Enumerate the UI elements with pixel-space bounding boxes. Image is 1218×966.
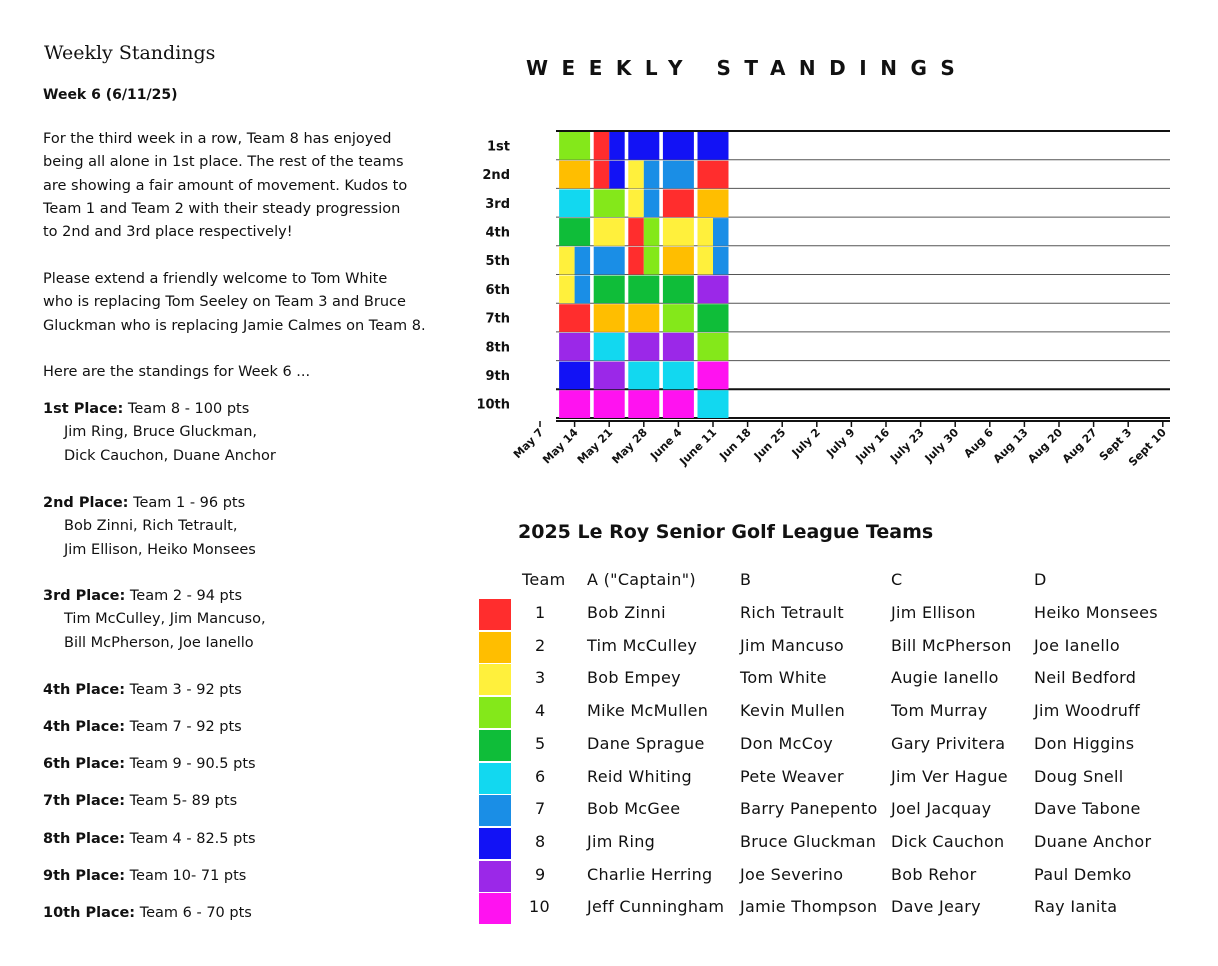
standing-cell bbox=[644, 161, 660, 189]
x-tick-label: May 7 bbox=[510, 425, 547, 462]
team-number: 3 bbox=[535, 668, 546, 688]
standing-cell bbox=[559, 276, 575, 304]
team-members: Dick Cauchon, Duane Anchor bbox=[64, 447, 276, 464]
x-tick-label: May 21 bbox=[574, 425, 616, 467]
player-name: Augie Ianello bbox=[891, 668, 999, 688]
player-name: Neil Bedford bbox=[1034, 668, 1137, 688]
intro-paragraph bbox=[43, 128, 463, 244]
place-label: 8th Place: bbox=[43, 831, 126, 847]
player-name: Tim McCulley bbox=[587, 635, 698, 655]
player-name: Don Higgins bbox=[1034, 733, 1135, 753]
place-result: Team 10- 71 pts bbox=[129, 868, 247, 884]
player-name: Joe Ianello bbox=[1034, 635, 1120, 655]
player-name: Don McCoy bbox=[740, 733, 834, 753]
column-header: B bbox=[740, 570, 752, 589]
standing-cell bbox=[594, 132, 610, 160]
standing-cell bbox=[628, 362, 659, 390]
standing-cell bbox=[663, 132, 694, 160]
standing-item bbox=[43, 585, 266, 655]
y-tick-label: 10th bbox=[476, 397, 510, 413]
x-tick-label: Aug 13 bbox=[990, 425, 1031, 466]
x-tick-label: June 11 bbox=[677, 425, 720, 468]
x-tick-label: July 16 bbox=[853, 425, 893, 465]
standing-cell bbox=[575, 247, 591, 275]
standing-cell bbox=[594, 390, 625, 418]
team-number: 1 bbox=[535, 603, 546, 622]
place-label: 6th Place: bbox=[43, 756, 126, 772]
standing-cell bbox=[594, 218, 625, 246]
standing-cell bbox=[663, 218, 694, 246]
standing-cell bbox=[663, 304, 694, 332]
chart-title: WEEKLY STANDINGS bbox=[526, 56, 969, 80]
standing-cell bbox=[698, 132, 729, 160]
standing-cell bbox=[663, 161, 694, 189]
standing-cell bbox=[628, 276, 659, 304]
x-tick-label: Aug 27 bbox=[1059, 425, 1100, 466]
standing-cell bbox=[698, 390, 729, 418]
player-name: Doug Snell bbox=[1034, 766, 1124, 786]
team-members: Bill McPherson, Joe Ianello bbox=[64, 634, 254, 651]
player-name: Joe Severino bbox=[740, 864, 844, 884]
standing-cell bbox=[663, 333, 694, 361]
team-color-swatch bbox=[479, 599, 511, 630]
place-label: 3rd Place: bbox=[43, 588, 126, 604]
player-name: Jim Ver Hague bbox=[891, 766, 1008, 786]
standing-cell bbox=[663, 362, 694, 390]
y-tick-label: 1st bbox=[487, 139, 510, 155]
player-name: Bob Empey bbox=[587, 668, 681, 688]
y-tick-label: 4th bbox=[485, 225, 510, 241]
team-number: 9 bbox=[535, 864, 546, 884]
y-tick-label: 5th bbox=[485, 254, 510, 270]
standing-cell bbox=[628, 390, 659, 418]
standing-cell bbox=[628, 304, 659, 332]
column-header: D bbox=[1034, 570, 1047, 589]
team-number: 7 bbox=[535, 799, 546, 819]
standing-cell bbox=[559, 132, 590, 160]
player-name: Jim Woodruff bbox=[1034, 701, 1141, 721]
player-name: Jim Mancuso bbox=[740, 635, 844, 655]
standing-cell bbox=[575, 276, 591, 304]
standing-item bbox=[43, 790, 237, 813]
team-color-swatch bbox=[479, 893, 511, 924]
player-name: Ray Ianita bbox=[1034, 897, 1118, 917]
team-color-swatch bbox=[479, 763, 511, 794]
player-name: Jeff Cunningham bbox=[587, 897, 725, 917]
place-result: Team 3 - 92 pts bbox=[129, 682, 242, 698]
place-result: Team 5- 89 pts bbox=[129, 793, 238, 809]
standing-item bbox=[43, 398, 276, 468]
standing-cell bbox=[698, 304, 729, 332]
y-tick-label: 2nd bbox=[482, 168, 510, 184]
player-name: Bill McPherson bbox=[891, 635, 1012, 655]
player-name: Dave Jeary bbox=[891, 897, 981, 917]
player-name: Paul Demko bbox=[1034, 864, 1132, 884]
x-tick-label: Aug 6 bbox=[961, 425, 996, 461]
place-label: 10th Place: bbox=[43, 905, 136, 921]
team-color-swatch bbox=[479, 795, 511, 826]
player-name: Heiko Monsees bbox=[1034, 603, 1158, 622]
team-color-swatch bbox=[479, 697, 511, 728]
team-number: 6 bbox=[535, 766, 546, 786]
x-tick-label: July 9 bbox=[824, 425, 858, 460]
x-tick-label: Aug 20 bbox=[1025, 425, 1066, 466]
place-result: Team 2 - 94 pts bbox=[129, 588, 243, 604]
player-name: Joel Jacquay bbox=[891, 799, 992, 819]
player-name: Bob Rehor bbox=[891, 864, 977, 884]
intro-paragraph bbox=[43, 361, 463, 384]
standing-item bbox=[43, 492, 256, 562]
intro-line: Team 1 and Team 2 with their steady progression bbox=[43, 200, 401, 217]
standing-cell bbox=[644, 218, 660, 246]
standing-cell bbox=[609, 161, 625, 189]
standing-cell bbox=[628, 218, 644, 246]
standing-cell bbox=[559, 247, 575, 275]
place-label: 7th Place: bbox=[43, 793, 126, 809]
player-name: Kevin Mullen bbox=[740, 701, 846, 721]
player-name: Jim Ring bbox=[587, 831, 656, 851]
column-header: C bbox=[891, 570, 903, 589]
x-tick-label: May 28 bbox=[609, 425, 650, 467]
team-number: 8 bbox=[535, 831, 546, 851]
place-result: Team 8 - 100 pts bbox=[127, 401, 250, 417]
standing-item bbox=[43, 902, 252, 925]
team-number: 10 bbox=[529, 897, 550, 917]
standing-cell bbox=[628, 247, 644, 275]
place-label: 9th Place: bbox=[43, 868, 126, 884]
standing-cell bbox=[644, 247, 660, 275]
standing-item bbox=[43, 716, 242, 739]
standing-cell bbox=[628, 132, 659, 160]
week-label: Week 6 (6/11/25) bbox=[43, 87, 178, 103]
standing-cell bbox=[663, 189, 694, 217]
standing-cell bbox=[594, 189, 625, 217]
standing-cell bbox=[628, 333, 659, 361]
player-name: Tom Murray bbox=[891, 701, 988, 721]
standing-cell bbox=[594, 362, 625, 390]
team-members: Jim Ellison, Heiko Monsees bbox=[64, 541, 256, 558]
team-color-swatch bbox=[479, 664, 511, 695]
place-result: Team 1 - 96 pts bbox=[133, 495, 246, 511]
player-name: Mike McMullen bbox=[587, 701, 709, 721]
place-label: 2nd Place: bbox=[43, 495, 129, 511]
player-name: Tom White bbox=[740, 668, 827, 688]
intro-line: who is replacing Tom Seeley on Team 3 and Bruce bbox=[43, 294, 406, 311]
player-name: Dane Sprague bbox=[587, 733, 705, 753]
standing-cell bbox=[698, 189, 729, 217]
player-name: Gary Privitera bbox=[891, 733, 1006, 753]
standing-cell bbox=[628, 161, 644, 189]
standing-cell bbox=[644, 189, 660, 217]
intro-line: Please extend a friendly welcome to Tom White bbox=[43, 271, 388, 287]
x-tick-label: July 30 bbox=[922, 425, 962, 465]
standing-cell bbox=[559, 161, 590, 189]
standing-cell bbox=[594, 247, 625, 275]
player-name: Bob Zinni bbox=[587, 603, 666, 622]
standing-item bbox=[43, 753, 256, 776]
player-name: Jim Ellison bbox=[891, 603, 976, 622]
weekly-standings-chart bbox=[470, 120, 1190, 470]
x-tick-label: May 14 bbox=[540, 425, 581, 467]
standing-cell bbox=[698, 247, 714, 275]
teams-title: 2025 Le Roy Senior Golf League Teams bbox=[518, 521, 934, 543]
standing-cell bbox=[713, 218, 729, 246]
player-name: Bob McGee bbox=[587, 799, 681, 819]
player-name: Barry Panepento bbox=[740, 799, 878, 819]
standing-cell bbox=[663, 276, 694, 304]
place-label: 1st Place: bbox=[43, 401, 124, 417]
standing-cell bbox=[559, 390, 590, 418]
player-name: Charlie Herring bbox=[587, 864, 713, 884]
place-result: Team 6 - 70 pts bbox=[139, 905, 252, 921]
place-label: 4th Place: bbox=[43, 682, 126, 698]
standing-cell bbox=[698, 333, 729, 361]
team-color-swatch bbox=[479, 730, 511, 761]
y-tick-label: 6th bbox=[485, 282, 510, 298]
player-name: Duane Anchor bbox=[1034, 831, 1152, 851]
standing-cell bbox=[698, 218, 714, 246]
place-result: Team 9 - 90.5 pts bbox=[129, 756, 256, 772]
standing-cell bbox=[594, 304, 625, 332]
standing-cell bbox=[698, 362, 729, 390]
standing-cell bbox=[663, 390, 694, 418]
column-header: Team bbox=[522, 570, 566, 589]
team-number: 4 bbox=[535, 701, 546, 721]
x-tick-label: June 4 bbox=[647, 425, 685, 463]
column-header: A ("Captain") bbox=[587, 570, 696, 589]
place-label: 4th Place: bbox=[43, 719, 126, 735]
page-title: Weekly Standings bbox=[44, 42, 216, 64]
standing-cell bbox=[698, 161, 729, 189]
standing-cell bbox=[628, 189, 644, 217]
standing-cell bbox=[559, 333, 590, 361]
standing-cell bbox=[559, 362, 590, 390]
team-number: 5 bbox=[535, 733, 546, 753]
team-number: 2 bbox=[535, 635, 546, 655]
intro-line: are showing a fair amount of movement. Kudos to bbox=[43, 177, 408, 194]
player-name: Pete Weaver bbox=[740, 766, 844, 786]
team-color-swatch bbox=[479, 861, 511, 892]
standing-cell bbox=[594, 161, 610, 189]
standing-cell bbox=[698, 276, 729, 304]
standing-cell bbox=[609, 132, 625, 160]
standing-cell bbox=[559, 304, 590, 332]
y-tick-label: 8th bbox=[485, 340, 510, 356]
standing-cell bbox=[594, 333, 625, 361]
intro-line: to 2nd and 3rd place respectively! bbox=[43, 224, 293, 241]
x-tick-label: Sept 10 bbox=[1126, 425, 1169, 469]
x-tick-label: July 23 bbox=[887, 425, 927, 465]
team-members: Jim Ring, Bruce Gluckman, bbox=[64, 424, 257, 441]
player-name: Jamie Thompson bbox=[740, 897, 878, 917]
intro-line: Here are the standings for Week 6 ... bbox=[43, 364, 311, 380]
player-name: Bruce Gluckman bbox=[740, 831, 877, 851]
standing-item bbox=[43, 828, 256, 851]
team-members: Tim McCulley, Jim Mancuso, bbox=[64, 611, 266, 628]
standing-cell bbox=[559, 189, 590, 217]
team-color-swatch bbox=[479, 632, 511, 663]
player-name: Rich Tetrault bbox=[740, 603, 844, 622]
place-result: Team 7 - 92 pts bbox=[129, 719, 242, 735]
intro-line: Gluckman who is replacing Jamie Calmes on Team 8. bbox=[43, 317, 426, 334]
player-name: Reid Whiting bbox=[587, 766, 692, 786]
intro-line: being all alone in 1st place. The rest of the teams bbox=[43, 154, 404, 171]
standing-item bbox=[43, 679, 242, 702]
x-tick-label: Sept 3 bbox=[1096, 425, 1135, 464]
x-tick-label: July 2 bbox=[789, 425, 823, 460]
team-color-swatch bbox=[479, 828, 511, 859]
intro-paragraph bbox=[43, 268, 463, 338]
x-tick-label: Jun 25 bbox=[751, 425, 789, 463]
standing-cell bbox=[713, 247, 729, 275]
player-name: Dick Cauchon bbox=[891, 831, 1005, 851]
standing-cell bbox=[559, 218, 590, 246]
y-tick-label: 7th bbox=[485, 311, 510, 327]
standing-cell bbox=[594, 276, 625, 304]
y-tick-label: 9th bbox=[485, 368, 510, 384]
player-name: Dave Tabone bbox=[1034, 799, 1141, 819]
y-tick-label: 3rd bbox=[485, 196, 510, 212]
standing-item bbox=[43, 865, 246, 888]
intro-line: For the third week in a row, Team 8 has enjoyed bbox=[43, 131, 392, 147]
standing-cell bbox=[663, 247, 694, 275]
x-tick-label: Jun 18 bbox=[717, 425, 754, 463]
place-result: Team 4 - 82.5 pts bbox=[129, 831, 256, 847]
team-members: Bob Zinni, Rich Tetrault, bbox=[64, 518, 238, 535]
